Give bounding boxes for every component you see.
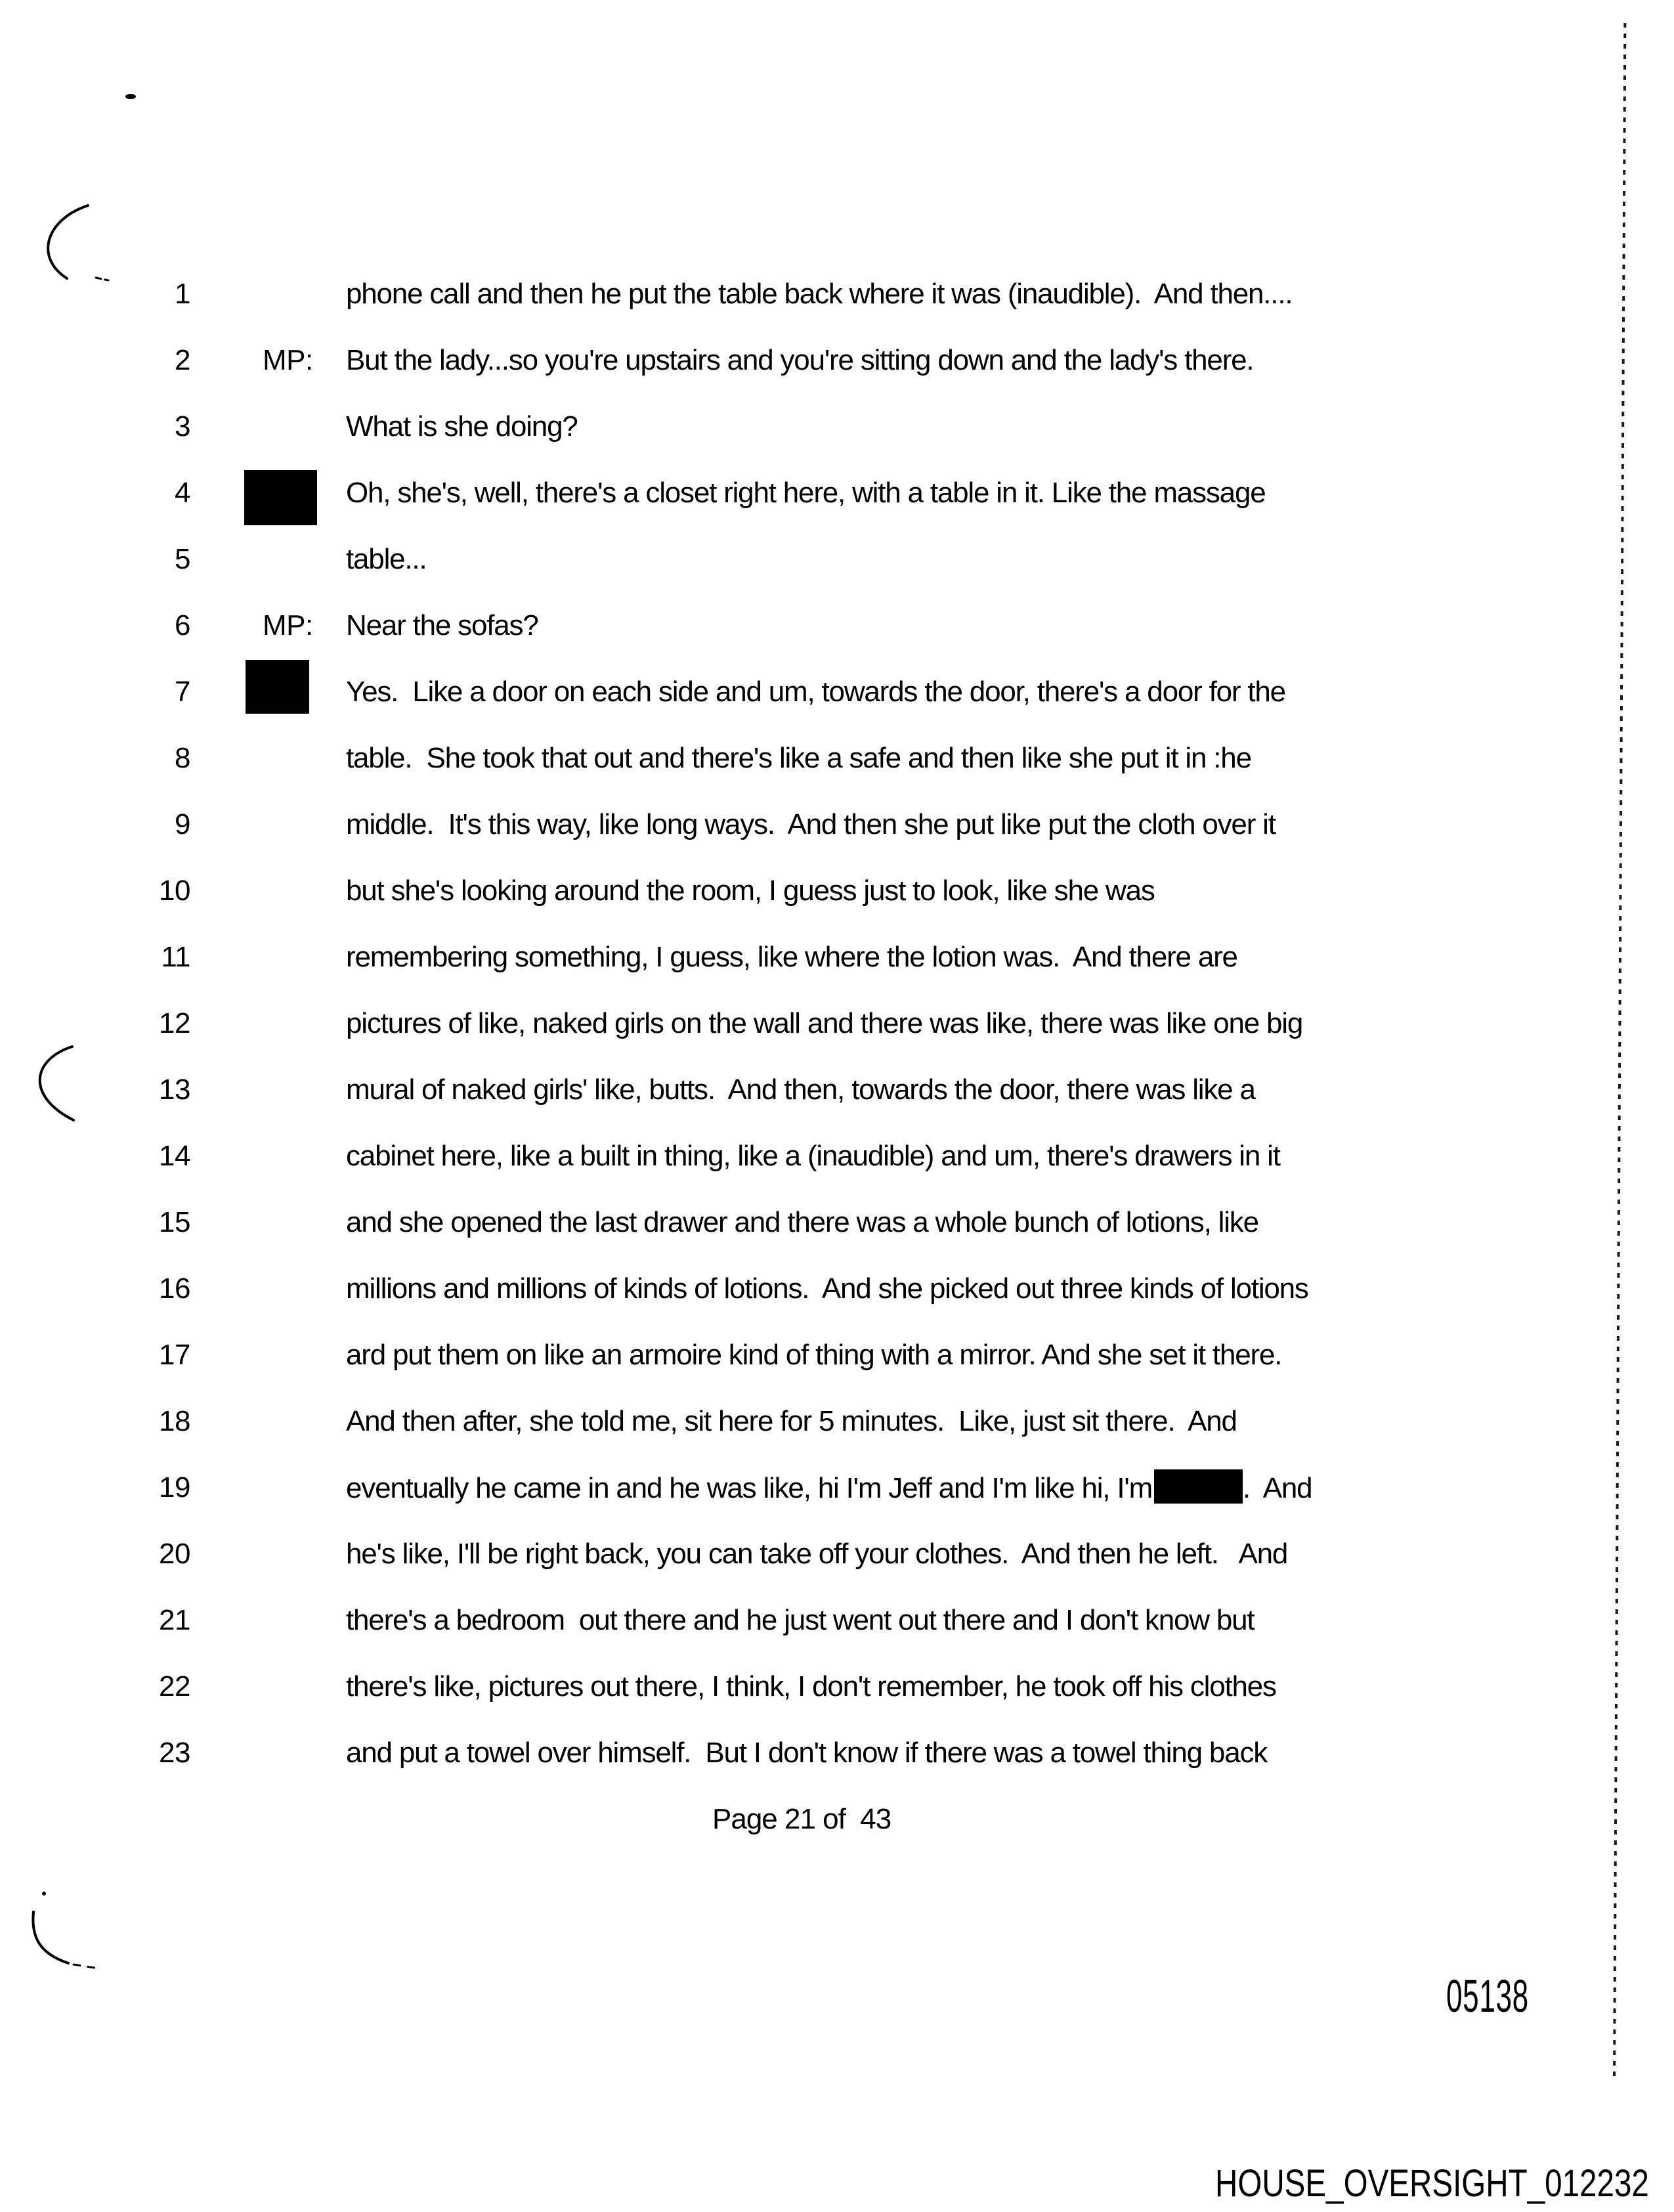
transcript-line-5 (0, 541, 1674, 580)
transcript-line-22 (0, 1668, 1674, 1708)
line-number: 8 (175, 742, 190, 774)
transcript-line-10 (0, 873, 1674, 912)
transcript-line-20 (0, 1536, 1674, 1575)
transcript-line-2 (0, 342, 1674, 381)
line-number: 7 (175, 676, 190, 708)
speck-artifact-left (42, 1892, 46, 1896)
transcript-line-23 (0, 1735, 1674, 1774)
line-text: table... (346, 543, 427, 575)
line-number: 4 (175, 477, 190, 509)
line-number: 23 (159, 1737, 190, 1769)
transcript-line-13 (0, 1072, 1674, 1111)
line-number: 10 (159, 875, 190, 907)
line-text: phone call and then he put the table back where it was (inaudible). And then.... (346, 278, 1293, 310)
transcript-line-3 (0, 408, 1674, 448)
line-text: pictures of like, naked girls on the wall and there was like, there was like one big (346, 1007, 1303, 1039)
line-number: 16 (159, 1272, 190, 1305)
line-text: And then after, she told me, sit here for 5 minutes. Like, just sit there. And (346, 1405, 1237, 1437)
line-text: But the lady...so you're upstairs and you're sitting down and the lady's there. (346, 344, 1254, 376)
scan-artifact-arc-3 (33, 1912, 68, 1963)
line-text: eventually he came in and he was like, hi I'm Jeff and I'm like hi, I'm . And (346, 1469, 1312, 1507)
line-number: 3 (175, 410, 190, 443)
production-number-stamp: HOUSE_OVERSIGHT_012232 (1215, 2162, 1649, 2205)
line-number: 21 (159, 1604, 190, 1636)
line-number: 6 (175, 609, 190, 641)
transcript-line-11 (0, 939, 1674, 978)
line-text: Oh, she's, well, there's a closet right here, with a table in it. Like the massage (346, 477, 1266, 509)
transcript-line-16 (0, 1270, 1674, 1310)
line-text: mural of naked girls' like, butts. And then, towards the door, there was like a (346, 1073, 1255, 1106)
line-text: millions and millions of kinds of lotions. And she picked out three kinds of lotions (346, 1272, 1308, 1305)
line-number: 13 (159, 1073, 190, 1106)
line-text: and she opened the last drawer and there was a whole bunch of lotions, like (346, 1206, 1258, 1238)
scan-artifact-arc-1 (48, 206, 88, 278)
transcript-line-19 (0, 1469, 1674, 1509)
line-number: 20 (159, 1538, 190, 1570)
page-number-footer: Page 21 of 43 (712, 1803, 891, 1835)
transcript-line-12 (0, 1005, 1674, 1045)
line-number: 15 (159, 1206, 190, 1238)
line-text: Yes. Like a door on each side and um, towards the door, there's a door for the (346, 676, 1285, 708)
redaction-box-line-7 (246, 660, 309, 714)
line-number: 11 (161, 941, 190, 973)
line-number: 2 (175, 344, 190, 376)
bates-stamp: 05138 (1446, 1970, 1529, 2022)
line-number: 22 (159, 1670, 190, 1702)
speaker-label: MP: (263, 609, 313, 641)
line-text: he's like, I'll be right back, you can take off your clothes. And then he left. And (346, 1538, 1288, 1570)
line-text: remembering something, I guess, like where the lotion was. And there are (346, 941, 1237, 973)
line-number: 1 (175, 278, 190, 310)
scan-artifact-arc-3-tail (74, 1964, 98, 1968)
transcript-line-6 (0, 607, 1674, 647)
line-text: but she's looking around the room, I guess just to look, like she was (346, 875, 1155, 907)
transcript-line-17 (0, 1337, 1674, 1376)
transcript-line-18 (0, 1403, 1674, 1442)
speaker-label: MP: (263, 344, 313, 376)
line-text: ard put them on like an armoire kind of thing with a mirror. And she set it there. (346, 1339, 1282, 1371)
line-number: 12 (159, 1007, 190, 1039)
redaction-box-inline-line-19 (1154, 1469, 1243, 1504)
line-number: 14 (159, 1140, 190, 1172)
line-text: there's a bedroom out there and he just went out there and I don't know but (346, 1604, 1255, 1636)
line-text: Near the sofas? (346, 609, 538, 641)
line-text: there's like, pictures out there, I think, I don't remember, he took off his clothes (346, 1670, 1276, 1702)
line-number: 5 (175, 543, 190, 575)
line-text: What is she doing? (346, 410, 578, 443)
speck-artifact-top-left (125, 94, 136, 99)
line-text: middle. It's this way, like long ways. And then she put like put the cloth over it (346, 808, 1276, 840)
line-number: 9 (175, 808, 190, 840)
redaction-box-line-4 (244, 470, 317, 525)
transcript-line-21 (0, 1602, 1674, 1641)
transcript-line-14 (0, 1138, 1674, 1177)
transcript-line-9 (0, 806, 1674, 846)
line-number: 17 (159, 1339, 190, 1371)
line-text: cabinet here, like a built in thing, like a (inaudible) and um, there's drawers in it (346, 1140, 1280, 1172)
line-text: and put a towel over himself. But I don't know if there was a towel thing back (346, 1737, 1268, 1769)
transcript-line-1 (0, 276, 1674, 315)
line-text: table. She took that out and there's like a safe and then like she put it in :he (346, 742, 1251, 774)
line-number: 19 (159, 1471, 190, 1504)
transcript-line-15 (0, 1204, 1674, 1244)
line-number: 18 (159, 1405, 190, 1437)
transcript-line-8 (0, 740, 1674, 779)
